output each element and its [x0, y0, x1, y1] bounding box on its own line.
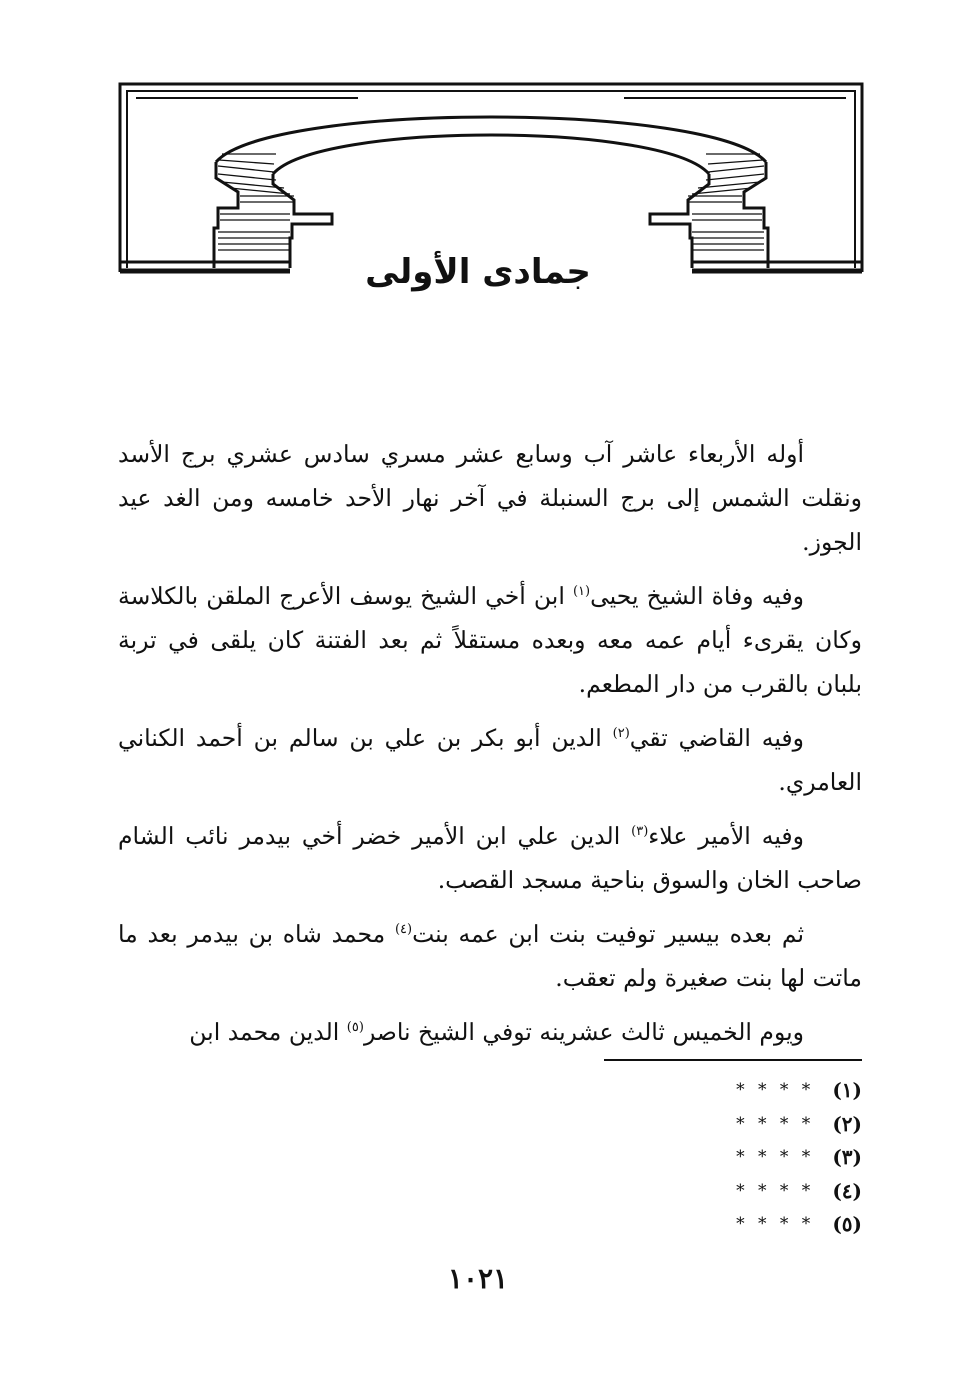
footnote-text: * * * *	[736, 1147, 815, 1167]
main-text	[118, 432, 862, 1064]
paragraph: ثم بعده بيسير توفيت بنت ابن عمه بنت$^{(٤)}$ محمد شاه بن بيدمر بعد ما ماتت لها بنت صغيرة ولم تعقب.	[118, 920, 862, 992]
footnote-ref: (٤)	[394, 922, 413, 937]
page-number: ١٠٢١	[447, 1262, 509, 1295]
footnotes	[600, 1074, 862, 1242]
paragraph: وفيه الأمير علاء$^{(٣)}$ الدين علي ابن الأمير خضر أخي بيدمر نائب الشام صاحب الخان والسوق بناحية مسجد القصب.	[118, 822, 862, 894]
footnote-ref: (٥)	[346, 1020, 364, 1035]
footnote-text: * * * *	[736, 1214, 815, 1234]
footnote	[600, 1074, 862, 1108]
footnote-text: * * * *	[736, 1080, 815, 1100]
chapter-title: جمادى الأولى	[365, 252, 591, 292]
footnote	[600, 1175, 862, 1209]
footnote	[600, 1108, 862, 1142]
paragraph: أوله الأربعاء عاشر آب وسابع عشر مسري سادس عشري برج الأسد ونقلت الشمس إلى برج السنبلة في آخر نهار الأحد خامسه ومن الغد عيد الجوز.	[118, 440, 862, 556]
footnote-text: * * * *	[736, 1113, 815, 1134]
footnote	[600, 1141, 862, 1175]
footnote-number: (٢)	[832, 1111, 862, 1136]
chapter-header-ornament	[118, 82, 864, 278]
footnote-number: (٥)	[832, 1212, 862, 1236]
footnote-number: (٣)	[832, 1145, 862, 1169]
footnote	[600, 1208, 862, 1242]
footnote-ref: (١)	[572, 584, 591, 599]
footnote-number: (٤)	[832, 1178, 862, 1203]
footnote-ref: (٢)	[612, 726, 630, 741]
paragraph: وفيه وفاة الشيخ يحيى$^{(١)}$ ابن أخي الشيخ يوسف الأعرج الملقن بالكلاسة وكان يقرىء أيام عمه معه وبعده مستقلاً ثم بعد الفتنة كان يلقى في تربة بلبان بالقرب من دار المطعم.	[118, 582, 862, 698]
footnote-number: (١)	[832, 1078, 862, 1102]
footnote-text: * * * *	[736, 1180, 815, 1201]
paragraph: وفيه القاضي تقي$^{(٢)}$ الدين أبو بكر بن علي بن سالم بن أحمد الكناني العامري.	[118, 724, 862, 796]
paragraph: ويوم الخميس ثالث عشرينه توفي الشيخ ناصر$^{(٥)}$ الدين محمد ابن	[189, 1018, 804, 1046]
footnote-ref: (٣)	[631, 824, 649, 839]
footnote-divider	[604, 1059, 862, 1061]
